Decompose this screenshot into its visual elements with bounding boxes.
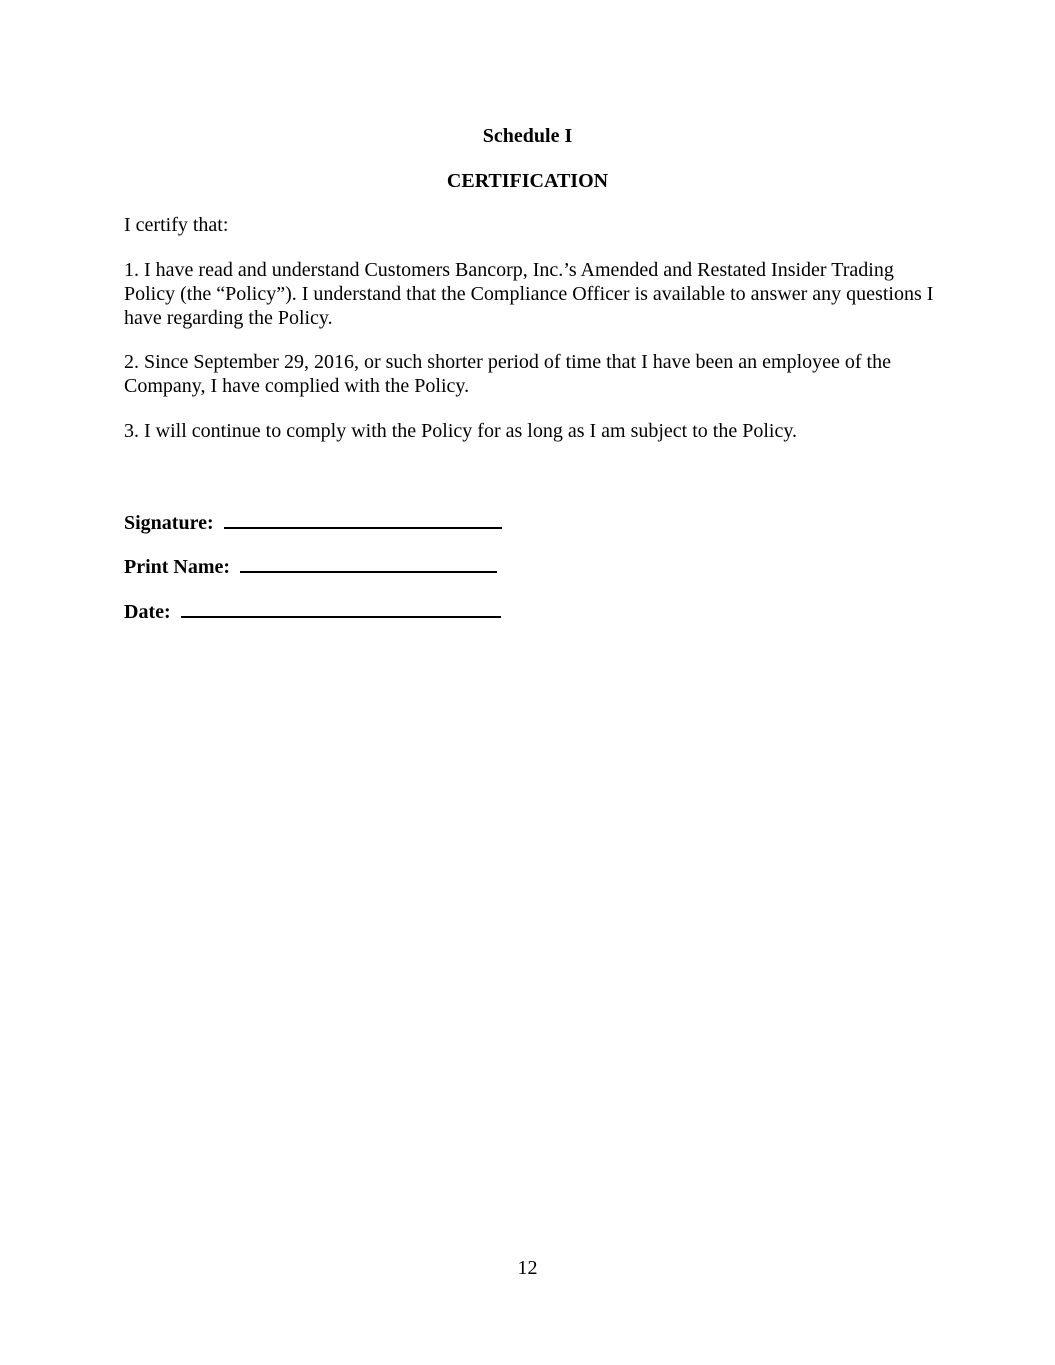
- date-blank: [181, 596, 501, 618]
- certification-item-1: 1. I have read and understand Customers Bancorp, Inc.’s Amended and Restated Insider Trading Policy (the “Policy”). I understand that the Compliance Officer is available to answer any questions I have regarding the Policy.: [124, 259, 934, 329]
- signature-blank: [224, 507, 502, 529]
- intro-text: I certify that:: [124, 214, 229, 236]
- certification-item-3: 3. I will continue to comply with the Policy for as long as I am subject to the Policy.: [124, 420, 798, 442]
- print-name-label: Print Name:: [124, 556, 231, 578]
- page-number: 12: [517, 1257, 538, 1279]
- certification-title: CERTIFICATION: [446, 170, 609, 192]
- print-name-line: [124, 551, 497, 579]
- signature-label: Signature:: [124, 512, 214, 534]
- schedule-title: Schedule I: [482, 125, 573, 147]
- certification-item-2: 2. Since September 29, 2016, or such shorter period of time that I have been an employee of the Company, I have complied with the Policy.: [124, 351, 891, 397]
- print-name-blank: [240, 551, 497, 573]
- signature-line: [124, 507, 502, 535]
- date-label: Date:: [124, 601, 171, 623]
- date-line: [124, 596, 501, 624]
